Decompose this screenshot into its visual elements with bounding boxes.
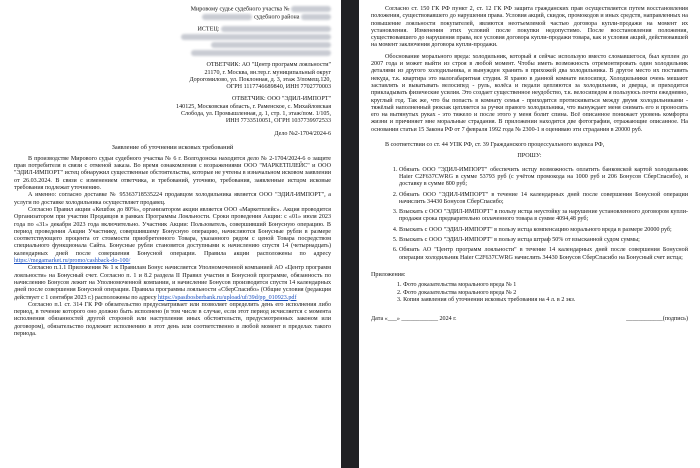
page-gap	[341, 0, 359, 468]
appendix-item: 3. Копия заявления об уточнении исковых требования на 4 л. в 2 экз.	[397, 296, 576, 303]
plaintiff-block	[14, 26, 331, 57]
court-line2: судебного района	[254, 14, 300, 21]
list-item: 3. Взыскать с ООО "ЭДИЛ-ИМПОРТ" в пользу истца неустойку за нарушение установленного договором купли-продажи срока предварительно оплаченного товара в сумме 4094,48 руб;	[399, 209, 688, 224]
request-heading: ПРОШУ:	[517, 153, 542, 160]
paragraph: Согласно Правил акции «Кешбэк до 80%», организатором акции является ООО «Маркетплейс». Акция проводится Организатором при участии Продавцов в рамках Программы Лояльности. Сроки проведения Акции: с «01» июля 2023 года по «31» декабря 2023 года включительно. Участник Акции: Пользователь, совершивший Бонусную операцию. В период проведения Акции Участнику, совершившему Бонусную операцию, начисляются Бонусные рубли в размере соответствующего процента от стоимости приобретенного Товара, указанного рядом с ценой Товара посредством специального функционала Сайта. Бонусные рубли становятся доступными к начислению спустя 14 (четырнадцать) календарных дней после совершения Бонусной операции. Правила акции расположены по адресу	[14, 206, 331, 257]
redacted-text	[291, 6, 331, 12]
redacted-text	[202, 14, 252, 20]
court-line1: Мировому судье судебного участка №	[190, 6, 290, 13]
redacted-text	[191, 50, 331, 56]
paragraph: В производстве Мирового судьи судебного участка № 6 г. Волгодонска находится дело № 2-1704/2024-6 о защите прав потребителя в связи с отменой заказа. Во время ознакомления с возражениями ООО "МАРКЕТПЛЕЙС" и ООО "ЭДИЛ-ИМПОРТ" истец обнаружил существенные обстоятельства, которые не учтены в изначальном исковом заявлении от 26.03.2024. В связи с изменением ответчика, и требований, уточняю, требования, заявленные истцом исковые требования подлежат уточнению.	[14, 155, 331, 192]
document-body	[371, 6, 688, 149]
list-item: 4. Взыскать с ООО "ЭДИЛ-ИМПОРТ" в пользу истца компенсацию морального вреда в размере 20000 руб;	[399, 227, 688, 234]
list-item: 1. Обязать ООО "ЭДИЛ-ИМПОРТ" обеспечить истцу возможность оплатить банковской картой холодильник Haier C2F637CWRG в сумме 53793 руб (с учётом промокода на 1000 руб и 206 Бонусов СберСпасибо), и доставку в сумме 800 руб;	[399, 167, 688, 189]
defendant2-ids: ИНН 7733510051, ОГРН 1037739972533	[225, 118, 331, 125]
defendant2-name: ООО "ЭДИЛ-ИМПОРТ"	[267, 96, 331, 103]
defendant1-address-line2: Дорогомилово, ул. Поклонная, д. 3, этаж 3/помещ.120,	[189, 76, 331, 83]
cashback-rules-link[interactable]: https://megamarket.ru/promo/cashback-do-100/	[14, 258, 131, 265]
list-item: 5. Взыскать с ООО "ЭДИЛ-ИМПОРТ" в пользу истца штраф 50% от взысканной судом суммы;	[399, 237, 688, 244]
signature-line	[371, 316, 688, 323]
paragraph: Согласно п.1.1 Приложения № 1 к Правилам Бонус начисляется Уполномоченной компанией АО «Центр программ лояльности» на Бонусный счет. Согласно п. 1 и 8.2 раздела II Правил участия в Бонусной программе, обязанность по начислению Бонусов лежит на Уполномоченной компании, и начисление Бонусов производится спустя 14 календарных дней после совершения Бонусной операции. Правила программы лояльности «СберСпасибо» (Общие условия (редакция действует с 1 сентября 2023 г.) расположены по адресу	[14, 265, 331, 301]
court-header	[14, 6, 331, 21]
paragraph: В соответствии со ст. 44 УПК РФ, ст. 39 Гражданского процессуального кодекса РФ,	[385, 142, 605, 149]
date-label: Дата «___» ____________ 2024 г.	[371, 316, 457, 323]
list-item: 6. Обязать АО "Центр программ лояльности" в течение 14 календарных дней после совершения Бонусной операции холодильник Haier C2F637CWRG начислить 34430 Бонусов СберСпасибо на Бонусный счет истца;	[399, 247, 688, 262]
defendant2-block	[14, 96, 331, 125]
redacted-text	[181, 34, 331, 40]
defendant1-name: АО "Центр программ лояльности"	[241, 62, 331, 69]
paragraph: Согласно ст. 150 ГК РФ пункт 2, ст. 12 ГК РФ защита гражданских прав осуществляется путем восстановления положения, существовавшего до нарушения права. Условия акций, скидок, промокодов и иных средств, направленных на повышение лояльности покупателей, являются неотъемлемой частью договора купли-продажи на момент их установления. Изменения этих условий после покупки недопустимо. После восстановления положения, существовавшего до нарушения права, все условия договора купли-продажи товара, как и условия акций, действовавшей на момент заключения договора купли-продажи.	[371, 6, 688, 49]
redacted-text	[221, 26, 331, 32]
document-title: Заявление об уточнении исковых требований	[111, 143, 234, 151]
redacted-text	[301, 14, 331, 20]
defendant1-label: ОТВЕТЧИК:	[206, 62, 241, 69]
defendant2-label: ОТВЕТЧИК:	[231, 96, 266, 103]
defendant1-ids: ОГРН 1117746689840, ИНН 7702770003	[226, 84, 331, 91]
sberspasibo-rules-link[interactable]: https://spasibosberbank.ru/upload/uf/39d/pp_010923.pdf	[158, 294, 297, 301]
defendant1-block	[14, 62, 331, 91]
defendant2-address-line1: 140125, Московская область, г. Раменское, с. Михайловская	[176, 103, 331, 110]
paragraph: А именно: согласно доставке № 95363718535224 продавцом холодильника является ООО "ЭДИЛ-ИМПОРТ", а услуги по доставке холодильника осуществляет продавец.	[14, 192, 331, 206]
document-page-left	[0, 0, 341, 468]
plaintiff-label: ИСТЕЦ:	[197, 26, 220, 33]
appendix-item: 1. Фото доказательства морального вреда № 1	[397, 282, 517, 289]
paragraph: Согласно п.1 ст. 314 ГК РФ обязательство предусматривает или позволяет определить день его исполнения либо период, в течение которого оно должно быть исполнено (в том числе в случае, если этот период исчисляется с момента исполнения обязанностей другой стороной или наступления иных обстоятельств, предусмотренных законом или договором), обязательство подлежит исполнению в этот день или соответственно в любой момент в пределах такого периода.	[14, 301, 331, 338]
case-number: Дело №2-1704/2024-6	[274, 130, 331, 137]
redacted-text	[211, 42, 331, 48]
appendix-block	[371, 272, 688, 304]
request-list	[371, 167, 688, 262]
list-item: 2. Обязать ООО "ЭДИЛ-ИМПОРТ" в течение 14 календарных дней после совершения Бонусной операции начислить 34430 Бонусов СберСпасибо;	[399, 192, 688, 207]
document-page-right	[359, 0, 700, 468]
defendant2-address-line2: Слобода, ул. Промышленная, д. 1, стр. 1, этаж/пом. 1/105,	[180, 111, 331, 117]
appendix-item: 2. Фото доказательства морального вреда № 2	[397, 289, 517, 296]
signature-label: ____________(подпись)	[626, 316, 688, 323]
appendix-title: Приложения:	[371, 271, 406, 278]
document-body	[14, 156, 331, 338]
paragraph: Обоснование морального вреда: холодильник, который я сейчас использую вместо сломавшегося, был куплен до 2007 года и может выйти из строя в любой момент. Чтобы иметь возможность отремонтировать один холодильник деталями из другого холодильника, я вынужден хранить в прихожей два холодильника. В другое место их поставить некуда, т.к. квартира это малогабаритная студия. Я храню в данной комнате велосипед. Холодильники очень мешают заставлять и выкатывать велосипед - руль, колёса и педали цепляются за холодильник, и дверца, и приходится прикладывать физические усилия. Это создает существенное неудобство, т.к. велосипедом я пользуюсь почти ежедневно, круглый год. Так же, что бы попасть в комнату семья - приходится протискиваться между двумя холодильниками - тяжёлый наполненный рюкзак цепляется за ручки правого холодильника, что вынуждает меня снимать его и проносить его на вытянутых руках - это тяжело и после этого у меня болит спина. Всё описанное понижает уровень комфорта жизни и причиняет мне моральные страдания. В приложении находятся две фотографии, отражающие описанное. На основании статьи 15 Закона РФ от 7 февраля 1992 года № 2300-1 я оцениваю эти страдания в 20000 руб.	[371, 53, 688, 133]
defendant1-address-line1: 21170, г. Москва, вн.тер.г. муниципальный округ	[204, 69, 331, 76]
